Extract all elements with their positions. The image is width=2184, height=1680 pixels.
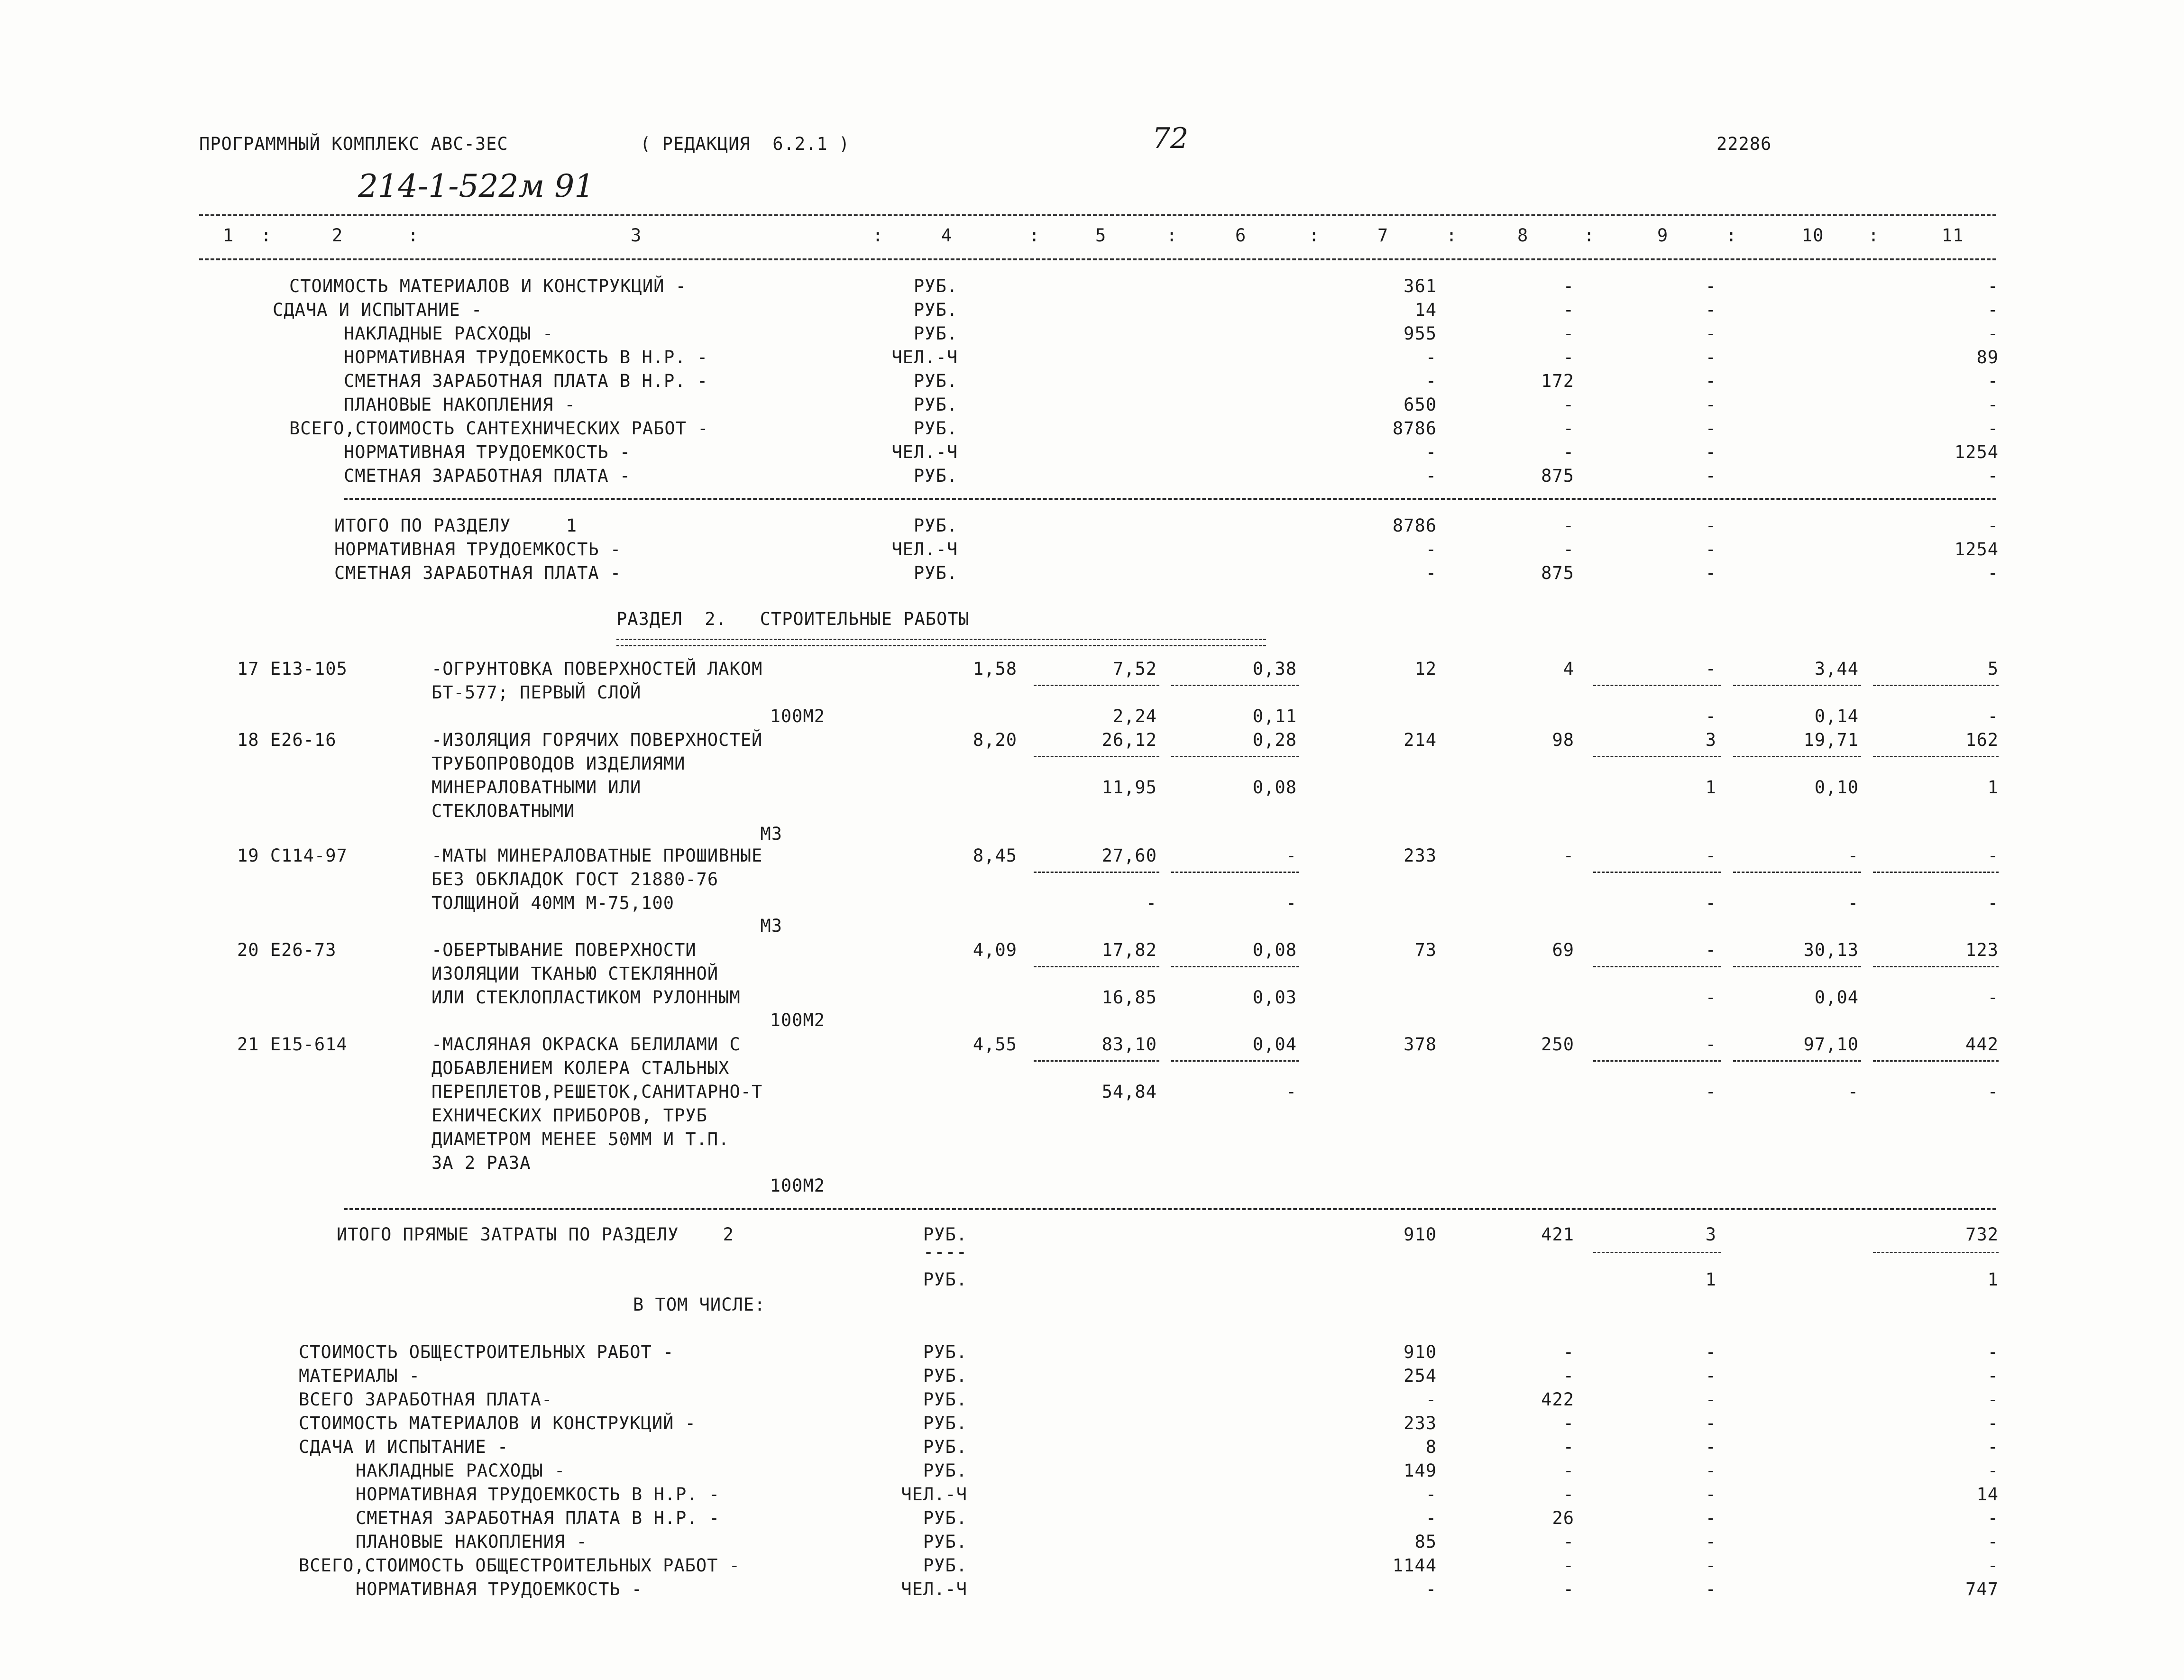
summary-row-col8: - (1563, 1437, 1574, 1457)
summary-row-col9: - (1705, 300, 1716, 320)
estimate-item-col10-sub: - (1847, 893, 1859, 913)
estimate-item-unit: 100М2 (770, 1010, 825, 1030)
summary-row-label: СМЕТНАЯ ЗАРАБОТНАЯ ПЛАТА В Н.Р. - (344, 371, 708, 391)
summary-row-unit: РУБ. (923, 1342, 967, 1362)
section-total-col7: - (1425, 539, 1437, 560)
summary-row-label: МАТЕРИАЛЫ - (299, 1366, 421, 1386)
summary-row-unit: РУБ. (923, 1389, 967, 1410)
direct-total-subrule (1593, 1252, 1721, 1253)
summary-row-col7: - (1425, 1579, 1437, 1599)
summary-row-label: ПЛАНОВЫЕ НАКОПЛЕНИЯ - (344, 395, 576, 415)
summary-row-col9: - (1705, 395, 1716, 415)
section-total-col11: 1254 (1954, 539, 1999, 560)
item-subrule (1593, 685, 1721, 686)
direct-total-col8: 421 (1541, 1224, 1574, 1245)
summary-row-col11: - (1987, 1389, 1999, 1410)
column-separator: : (1726, 225, 1737, 246)
program-title: ПРОГРАММНЫЙ КОМПЛЕКС АВС-3ЕС (199, 134, 508, 154)
estimate-item-col11-sub: - (1987, 1082, 1999, 1102)
estimate-item-col6: 0,04 (1252, 1034, 1297, 1055)
summary-row-unit: ЧЕЛ.-Ч (891, 442, 958, 462)
estimate-item-description: СТЕКЛОВАТНЫМИ (431, 801, 575, 821)
column-number-2: 2 (332, 225, 343, 246)
item-subrule (1171, 872, 1299, 873)
summary-row-col9: - (1705, 1484, 1716, 1505)
summary-row-col8: - (1563, 1342, 1574, 1362)
column-separator: : (1584, 225, 1595, 246)
estimate-item-col7: 214 (1404, 730, 1437, 750)
item-subrule (1873, 872, 1999, 873)
estimate-item-description: -ОГРУНТОВКА ПОВЕРХНОСТЕЙ ЛАКОМ (431, 659, 763, 679)
direct-total-unit-rule: ---- (923, 1242, 967, 1262)
summary-row-col8: - (1563, 276, 1574, 296)
estimate-item-col10-sub: 0,10 (1814, 777, 1859, 798)
estimate-item-description: ЗА 2 РАЗА (431, 1153, 531, 1173)
summary-row-label: НАКЛАДНЫЕ РАСХОДЫ - (344, 323, 554, 344)
estimate-item-description: МИНЕРАЛОВАТНЫМИ ИЛИ (431, 777, 642, 798)
estimate-item-col9: - (1705, 659, 1716, 679)
summary-row-col8: - (1563, 1532, 1574, 1552)
item-subrule (1873, 966, 1999, 967)
summary-row-col9: - (1705, 347, 1716, 367)
estimate-item-col8: - (1563, 845, 1574, 866)
summary-row-col9: - (1705, 1437, 1716, 1457)
section-total-unit: РУБ. (913, 563, 958, 583)
section-rule (344, 1208, 1996, 1210)
summary-row-unit: РУБ. (923, 1413, 967, 1433)
estimate-item-col10-sub: 0,04 (1814, 987, 1859, 1008)
estimate-item-col9-sub: - (1705, 1082, 1716, 1102)
estimate-item-col7: 233 (1404, 845, 1437, 866)
column-number-1: 1 (223, 225, 234, 246)
summary-row-unit: РУБ. (923, 1532, 967, 1552)
estimate-item-col7: 12 (1414, 659, 1437, 679)
summary-row-unit: РУБ. (923, 1460, 967, 1481)
summary-row-col7: - (1425, 466, 1437, 486)
item-subrule (1733, 756, 1861, 757)
summary-row-col8: - (1563, 1413, 1574, 1433)
item-subrule (1593, 872, 1721, 873)
including-label: В ТОМ ЧИСЛЕ: (633, 1294, 766, 1315)
estimate-item-col11-sub: - (1987, 987, 1999, 1008)
summary-row-col7: 8786 (1392, 418, 1437, 439)
direct-total-col11: 732 (1965, 1224, 1999, 1245)
item-subrule (1034, 1060, 1159, 1062)
summary-row-unit: РУБ. (913, 466, 958, 486)
estimate-item-col5-sub: 2,24 (1112, 706, 1157, 726)
summary-row-label: СМЕТНАЯ ЗАРАБОТНАЯ ПЛАТА - (344, 466, 631, 486)
estimate-item-col11: - (1987, 845, 1999, 866)
section-total-col7: - (1425, 563, 1437, 583)
direct-total-col9: 3 (1705, 1224, 1716, 1245)
estimate-item-unit: М3 (760, 824, 782, 844)
summary-row-unit: ЧЕЛ.-Ч (891, 347, 958, 367)
item-subrule (1171, 756, 1299, 757)
summary-row-col11: - (1987, 276, 1999, 296)
summary-row-col9: - (1705, 466, 1716, 486)
summary-row-label: ПЛАНОВЫЕ НАКОПЛЕНИЯ - (356, 1532, 587, 1552)
summary-row-col9: - (1705, 1366, 1716, 1386)
estimate-item-col6: - (1285, 845, 1297, 866)
column-number-4: 4 (941, 225, 953, 246)
section-total-col8: - (1563, 515, 1574, 536)
direct-total-unit: РУБ. (923, 1224, 967, 1245)
summary-row-col7: 361 (1404, 276, 1437, 296)
page-number: 72 (1152, 122, 1189, 155)
item-subrule (1733, 1060, 1861, 1062)
direct-total-label: ИТОГО ПРЯМЫЕ ЗАТРАТЫ ПО РАЗДЕЛУ 2 (337, 1224, 734, 1245)
estimate-item-col5-sub: - (1146, 893, 1157, 913)
summary-row-col8: 172 (1541, 371, 1574, 391)
summary-row-col7: - (1425, 1508, 1437, 1528)
item-subrule (1593, 756, 1721, 757)
column-separator: : (261, 225, 272, 246)
estimate-item-col9-sub: - (1705, 893, 1716, 913)
column-separator: : (1166, 225, 1178, 246)
summary-row-col7: 149 (1404, 1460, 1437, 1481)
estimate-item-col10: 19,71 (1803, 730, 1859, 750)
estimate-item-col8: 4 (1563, 659, 1574, 679)
section-total-col9: - (1705, 539, 1716, 560)
item-subrule (1733, 966, 1861, 967)
summary-row-col11: 747 (1965, 1579, 1999, 1599)
summary-row-col9: - (1705, 323, 1716, 344)
estimate-item-description: ДИАМЕТРОМ МЕНЕЕ 50ММ И Т.П. (431, 1129, 730, 1149)
summary-row-col9: - (1705, 276, 1716, 296)
summary-row-col7: - (1425, 1484, 1437, 1505)
section-total-col8: - (1563, 539, 1574, 560)
estimate-item-col6-sub: - (1285, 1082, 1297, 1102)
direct-total-col11-sub: 1 (1987, 1269, 1999, 1290)
section-total-label: НОРМАТИВНАЯ ТРУДОЕМКОСТЬ - (334, 539, 622, 560)
estimate-item-quantity: 4,55 (973, 1034, 1017, 1055)
column-number-11: 11 (1942, 225, 1964, 246)
estimate-item-quantity: 8,45 (973, 845, 1017, 866)
section-2-title: РАЗДЕЛ 2. СТРОИТЕЛЬНЫЕ РАБОТЫ (616, 609, 970, 629)
summary-row-unit: РУБ. (913, 323, 958, 344)
section-total-label: ИТОГО ПО РАЗДЕЛУ 1 (334, 515, 578, 536)
summary-row-col8: - (1563, 1366, 1574, 1386)
summary-row-label: НОРМАТИВНАЯ ТРУДОЕМКОСТЬ - (344, 442, 631, 462)
summary-row-col7: 650 (1404, 395, 1437, 415)
section-total-unit: ЧЕЛ.-Ч (891, 539, 958, 560)
column-separator: : (872, 225, 884, 246)
section-total-col9: - (1705, 515, 1716, 536)
item-subrule (1171, 1060, 1299, 1062)
summary-row-col7: 254 (1404, 1366, 1437, 1386)
estimate-item-col11-sub: - (1987, 706, 1999, 726)
estimate-item-col5-sub: 16,85 (1101, 987, 1157, 1008)
estimate-item-col9-sub: 1 (1705, 777, 1716, 798)
section-total-col8: 875 (1541, 563, 1574, 583)
summary-row-col8: - (1563, 442, 1574, 462)
summary-row-unit: ЧЕЛ.-Ч (901, 1484, 967, 1505)
summary-row-col7: - (1425, 1389, 1437, 1410)
estimate-item-col11: 5 (1987, 659, 1999, 679)
estimate-item-col8: 250 (1541, 1034, 1574, 1055)
direct-total-col7: 910 (1404, 1224, 1437, 1245)
estimate-item-col9-sub: - (1705, 987, 1716, 1008)
estimate-item-unit: М3 (760, 916, 782, 936)
edition-label: ( РЕДАКЦИЯ 6.2.1 ) (640, 134, 850, 154)
estimate-item-description: БТ-577; ПЕРВЫЙ СЛОЙ (431, 682, 642, 703)
summary-row-unit: РУБ. (923, 1366, 967, 1386)
estimate-item-code: 18 Е26-16 (237, 730, 337, 750)
section-2-underline (616, 639, 1266, 646)
summary-row-unit: РУБ. (913, 418, 958, 439)
estimate-item-description: БЕЗ ОБКЛАДОК ГОСТ 21880-76 (431, 869, 719, 890)
summary-row-label: НОРМАТИВНАЯ ТРУДОЕМКОСТЬ В Н.Р. - (356, 1484, 720, 1505)
column-separator: : (1029, 225, 1040, 246)
column-number-7: 7 (1377, 225, 1389, 246)
direct-total-col9-sub: 1 (1705, 1269, 1716, 1290)
summary-row-col8: - (1563, 418, 1574, 439)
estimate-item-description: ЕХНИЧЕСКИХ ПРИБОРОВ, ТРУБ (431, 1105, 707, 1126)
summary-row-col8: - (1563, 1460, 1574, 1481)
estimate-item-col6: 0,28 (1252, 730, 1297, 750)
summary-row-col7: - (1425, 371, 1437, 391)
estimate-item-description: ДОБАВЛЕНИЕМ КОЛЕРА СТАЛЬНЫХ (431, 1058, 730, 1078)
item-subrule (1593, 966, 1721, 967)
estimate-item-col10: 30,13 (1803, 940, 1859, 960)
section-rule (344, 498, 1996, 500)
handwritten-code: 214-1-522м 91 (358, 168, 595, 204)
summary-row-col9: - (1705, 1579, 1716, 1599)
item-subrule (1034, 966, 1159, 967)
summary-row-col9: - (1705, 1508, 1716, 1528)
summary-row-col7: 910 (1404, 1342, 1437, 1362)
estimate-item-col10: - (1847, 845, 1859, 866)
summary-row-unit: РУБ. (923, 1437, 967, 1457)
estimate-item-description: ПЕРЕПЛЕТОВ,РЕШЕТОК,САНИТАРНО-Т (431, 1082, 763, 1102)
document-number: 22286 (1716, 134, 1772, 154)
summary-row-label: НОРМАТИВНАЯ ТРУДОЕМКОСТЬ - (356, 1579, 643, 1599)
item-subrule (1171, 685, 1299, 686)
column-number-10: 10 (1802, 225, 1824, 246)
summary-row-unit: РУБ. (923, 1555, 967, 1576)
estimate-item-col8: 98 (1552, 730, 1574, 750)
item-subrule (1034, 872, 1159, 873)
estimate-item-quantity: 1,58 (973, 659, 1017, 679)
summary-row-unit: ЧЕЛ.-Ч (901, 1579, 967, 1599)
estimate-item-col6-sub: - (1285, 893, 1297, 913)
summary-row-col9: - (1705, 1413, 1716, 1433)
summary-row-col11: - (1987, 395, 1999, 415)
estimate-item-col10: 97,10 (1803, 1034, 1859, 1055)
estimate-item-description: ИЗОЛЯЦИИ ТКАНЬЮ СТЕКЛЯННОЙ (431, 964, 719, 984)
summary-row-unit: РУБ. (913, 395, 958, 415)
estimate-item-col6-sub: 0,08 (1252, 777, 1297, 798)
column-separator: : (1868, 225, 1880, 246)
summary-row-col9: - (1705, 1555, 1716, 1576)
summary-row-unit: РУБ. (923, 1508, 967, 1528)
summary-row-unit: РУБ. (913, 300, 958, 320)
summary-row-col11: - (1987, 1366, 1999, 1386)
item-subrule (1873, 1060, 1999, 1062)
summary-row-col11: - (1987, 1555, 1999, 1576)
summary-row-col8: - (1563, 347, 1574, 367)
estimate-item-col9: - (1705, 1034, 1716, 1055)
item-subrule (1873, 685, 1999, 686)
summary-row-col11: - (1987, 1413, 1999, 1433)
estimate-item-col5-sub: 11,95 (1101, 777, 1157, 798)
estimate-item-col11-sub: 1 (1987, 777, 1999, 798)
summary-row-label: ВСЕГО,СТОИМОСТЬ ОБЩЕСТРОИТЕЛЬНЫХ РАБОТ - (299, 1555, 741, 1576)
summary-row-col11: 1254 (1954, 442, 1999, 462)
item-subrule (1593, 1060, 1721, 1062)
estimate-item-col5-sub: 54,84 (1101, 1082, 1157, 1102)
estimate-item-code: 20 Е26-73 (237, 940, 337, 960)
estimate-item-col10-sub: - (1847, 1082, 1859, 1102)
summary-row-col11: - (1987, 1437, 1999, 1457)
summary-row-col11: 89 (1976, 347, 1999, 367)
summary-row-col8: 875 (1541, 466, 1574, 486)
estimate-item-col7: 73 (1414, 940, 1437, 960)
summary-row-col8: 422 (1541, 1389, 1574, 1410)
column-number-5: 5 (1095, 225, 1107, 246)
estimate-item-col5: 83,10 (1101, 1034, 1157, 1055)
item-subrule (1873, 756, 1999, 757)
summary-row-col8: 26 (1552, 1508, 1574, 1528)
estimate-item-description: ИЛИ СТЕКЛОПЛАСТИКОМ РУЛОННЫМ (431, 987, 741, 1008)
section-total-col11: - (1987, 515, 1999, 536)
item-subrule (1733, 872, 1861, 873)
summary-row-col11: 14 (1976, 1484, 1999, 1505)
item-subrule (1171, 966, 1299, 967)
summary-row-col9: - (1705, 1532, 1716, 1552)
summary-row-label: НАКЛАДНЫЕ РАСХОДЫ - (356, 1460, 566, 1481)
direct-total-subrule (1873, 1252, 1999, 1253)
summary-row-col7: 14 (1414, 300, 1437, 320)
summary-row-col7: 233 (1404, 1413, 1437, 1433)
summary-row-col11: - (1987, 323, 1999, 344)
summary-row-col11: - (1987, 300, 1999, 320)
summary-row-col11: - (1987, 1342, 1999, 1362)
summary-row-col9: - (1705, 371, 1716, 391)
estimate-item-col9: 3 (1705, 730, 1716, 750)
estimate-item-col8: 69 (1552, 940, 1574, 960)
item-subrule (1034, 685, 1159, 686)
summary-row-col11: - (1987, 1508, 1999, 1528)
estimate-item-description: -ОБЕРТЫВАНИЕ ПОВЕРХНОСТИ (431, 940, 697, 960)
estimate-item-col9: - (1705, 940, 1716, 960)
summary-row-col7: - (1425, 347, 1437, 367)
summary-row-unit: РУБ. (913, 371, 958, 391)
summary-row-col8: - (1563, 323, 1574, 344)
section-total-col11: - (1987, 563, 1999, 583)
estimate-item-col6: 0,08 (1252, 940, 1297, 960)
estimate-item-col5: 7,52 (1112, 659, 1157, 679)
estimate-item-description: ТОЛЩИНОЙ 40ММ М-75,100 (431, 893, 675, 913)
estimate-item-col6-sub: 0,03 (1252, 987, 1297, 1008)
item-subrule (1034, 756, 1159, 757)
summary-row-col7: - (1425, 442, 1437, 462)
section-total-unit: РУБ. (913, 515, 958, 536)
summary-row-col11: - (1987, 466, 1999, 486)
summary-row-col9: - (1705, 418, 1716, 439)
summary-row-col9: - (1705, 442, 1716, 462)
estimate-item-col11: 123 (1965, 940, 1999, 960)
direct-total-unit-sub: РУБ. (923, 1269, 967, 1290)
section-total-label: СМЕТНАЯ ЗАРАБОТНАЯ ПЛАТА - (334, 563, 622, 583)
estimate-item-col11: 162 (1965, 730, 1999, 750)
summary-row-col7: 955 (1404, 323, 1437, 344)
estimate-item-description: ТРУБОПРОВОДОВ ИЗДЕЛИЯМИ (431, 753, 686, 774)
summary-row-col8: - (1563, 1484, 1574, 1505)
summary-row-label: СДАЧА И ИСПЫТАНИЕ - (299, 1437, 509, 1457)
estimate-item-col5: 26,12 (1101, 730, 1157, 750)
section-total-col9: - (1705, 563, 1716, 583)
estimate-item-code: 21 Е15-614 (237, 1034, 348, 1055)
estimate-item-col11: 442 (1965, 1034, 1999, 1055)
summary-row-col11: - (1987, 1532, 1999, 1552)
summary-row-col8: - (1563, 1555, 1574, 1576)
summary-row-col8: - (1563, 395, 1574, 415)
summary-row-label: СТОИМОСТЬ МАТЕРИАЛОВ И КОНСТРУКЦИЙ - (289, 276, 687, 296)
summary-row-col7: 8 (1425, 1437, 1437, 1457)
estimate-item-col5: 27,60 (1101, 845, 1157, 866)
estimate-item-col6: 0,38 (1252, 659, 1297, 679)
item-subrule (1733, 685, 1861, 686)
summary-row-label: СДАЧА И ИСПЫТАНИЕ - (273, 300, 483, 320)
estimate-item-col9: - (1705, 845, 1716, 866)
summary-row-col8: - (1563, 1579, 1574, 1599)
estimate-item-unit: 100М2 (770, 1175, 825, 1196)
estimate-item-code: 19 С114-97 (237, 845, 348, 866)
summary-row-label: СМЕТНАЯ ЗАРАБОТНАЯ ПЛАТА В Н.Р. - (356, 1508, 720, 1528)
summary-row-col9: - (1705, 1460, 1716, 1481)
estimate-item-col6-sub: 0,11 (1252, 706, 1297, 726)
summary-row-col9: - (1705, 1389, 1716, 1410)
summary-row-label: СТОИМОСТЬ МАТЕРИАЛОВ И КОНСТРУКЦИЙ - (299, 1413, 696, 1433)
summary-row-label: ВСЕГО ЗАРАБОТНАЯ ПЛАТА- (299, 1389, 553, 1410)
estimate-item-col5: 17,82 (1101, 940, 1157, 960)
summary-row-label: ВСЕГО,СТОИМОСТЬ САНТЕХНИЧЕСКИХ РАБОТ - (289, 418, 709, 439)
summary-row-col11: - (1987, 371, 1999, 391)
column-number-9: 9 (1657, 225, 1669, 246)
column-separator: : (1309, 225, 1320, 246)
estimate-item-col9-sub: - (1705, 706, 1716, 726)
summary-row-col7: 85 (1414, 1532, 1437, 1552)
column-number-8: 8 (1517, 225, 1529, 246)
estimate-item-description: -МАСЛЯНАЯ ОКРАСКА БЕЛИЛАМИ С (431, 1034, 741, 1055)
summary-row-col11: - (1987, 1460, 1999, 1481)
estimate-item-quantity: 8,20 (973, 730, 1017, 750)
summary-row-col11: - (1987, 418, 1999, 439)
estimate-item-quantity: 4,09 (973, 940, 1017, 960)
summary-row-col8: - (1563, 300, 1574, 320)
estimate-item-description: -МАТЫ МИНЕРАЛОВАТНЫЕ ПРОШИВНЫЕ (431, 845, 763, 866)
summary-row-unit: РУБ. (913, 276, 958, 296)
estimate-item-unit: 100М2 (770, 706, 825, 726)
section-total-col7: 8786 (1392, 515, 1437, 536)
column-number-6: 6 (1235, 225, 1247, 246)
estimate-item-description: -ИЗОЛЯЦИЯ ГОРЯЧИХ ПОВЕРХНОСТЕЙ (431, 730, 763, 750)
column-separator: : (408, 225, 419, 246)
column-separator: : (1446, 225, 1458, 246)
summary-row-label: НОРМАТИВНАЯ ТРУДОЕМКОСТЬ В Н.Р. - (344, 347, 708, 367)
estimate-item-col10-sub: 0,14 (1814, 706, 1859, 726)
column-number-3: 3 (631, 225, 642, 246)
summary-row-col9: - (1705, 1342, 1716, 1362)
estimate-item-col7: 378 (1404, 1034, 1437, 1055)
summary-row-label: СТОИМОСТЬ ОБЩЕСТРОИТЕЛЬНЫХ РАБОТ - (299, 1342, 674, 1362)
estimate-item-col11-sub: - (1987, 893, 1999, 913)
summary-row-col7: 1144 (1392, 1555, 1437, 1576)
estimate-item-col10: 3,44 (1814, 659, 1859, 679)
estimate-item-code: 17 Е13-105 (237, 659, 348, 679)
